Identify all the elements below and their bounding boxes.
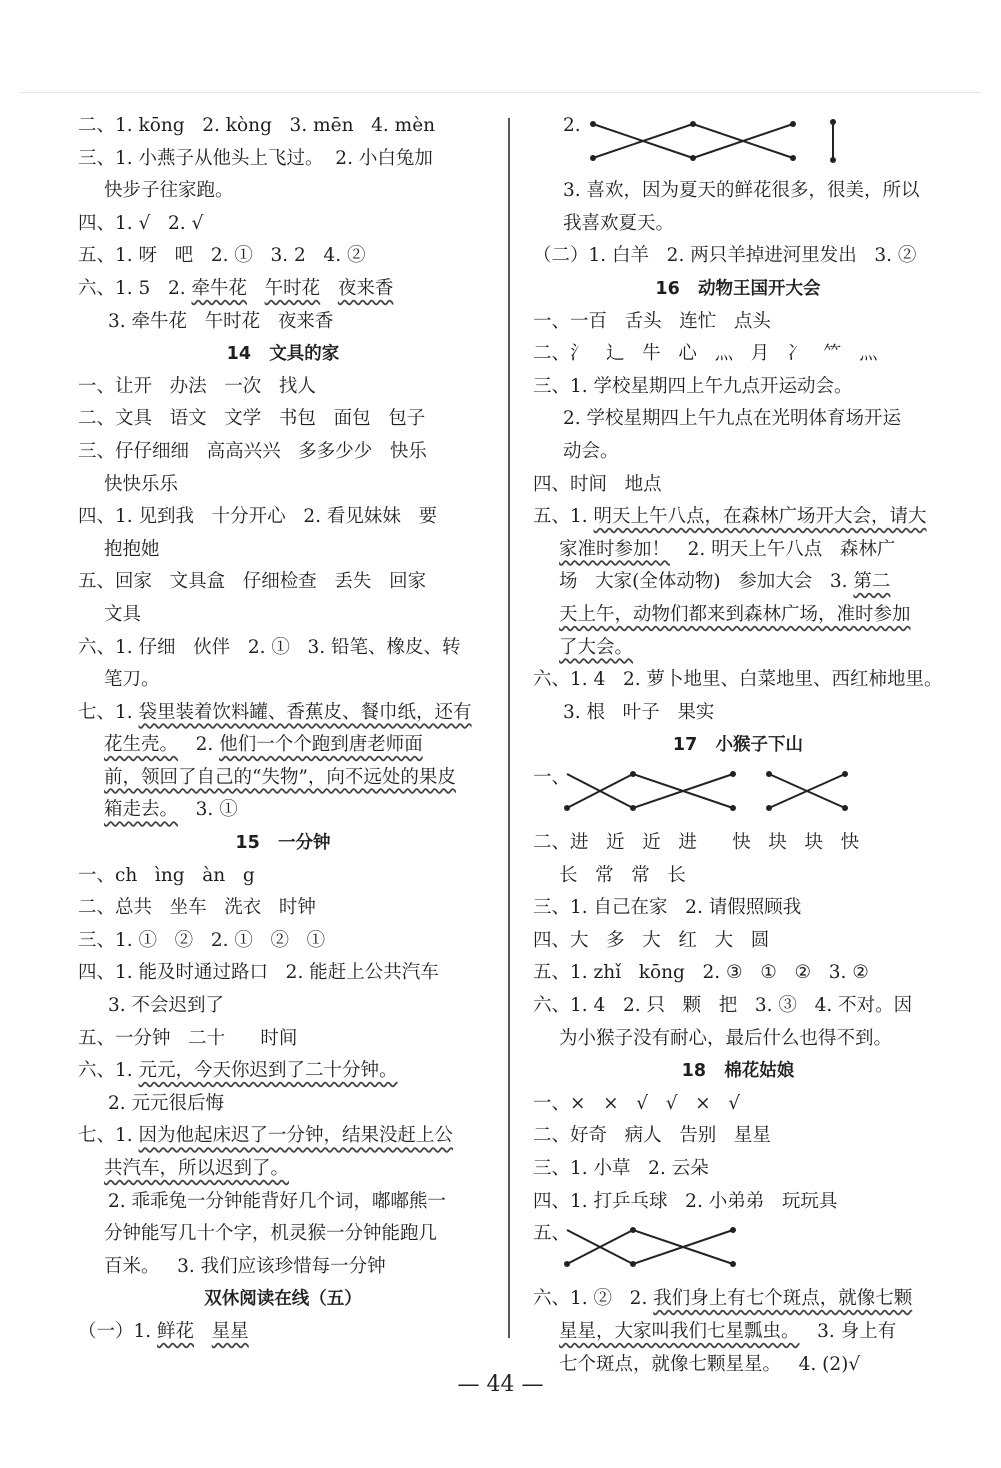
answer-line [533, 697, 943, 730]
underlined-answer: 前，领回了自己的“失物”，向不远处的果皮 [104, 766, 456, 788]
match-dot [590, 121, 596, 127]
answer-text: 三、1. 小燕子从他头上飞过。 2. 小白兔加 [78, 147, 433, 169]
spacer-line [533, 143, 943, 176]
section-title: 15 一分钟 [235, 833, 331, 854]
answer-line [78, 1251, 488, 1284]
answer-text: 2. [563, 115, 581, 136]
answer-text: 笔刀。 [104, 669, 160, 691]
answer-text: 3. 根 叶子 果实 [563, 701, 715, 723]
answer-line [533, 436, 943, 469]
match-dot [766, 771, 772, 777]
answer-text: 3. 身上有 [799, 1320, 897, 1342]
answer-line [533, 175, 943, 208]
match-dot [690, 121, 696, 127]
answer-line [78, 632, 488, 665]
answer-line [533, 208, 943, 241]
underlined-answer: 因为他起床迟了一分钟，结果没赶上公 [138, 1125, 454, 1147]
answer-text: 四、时间 地点 [533, 473, 662, 495]
answer-text: 2. [178, 734, 220, 756]
answer-text: 四、1. 见到我 十分开心 2. 看见妹妹 要 [78, 506, 437, 528]
answer-text: 六、1. 5 2. [78, 277, 192, 299]
answer-text: 二、文具 语文 文学 书包 面包 包子 [78, 408, 426, 430]
answer-line [533, 632, 943, 665]
answer-text: 一、 [533, 766, 571, 788]
answer-text: 文具 [104, 603, 142, 625]
answer-text: 六、1. 4 2. 只 颗 把 3. ③ 4. 不对。因 [533, 995, 913, 1017]
answer-text: 三、1. 自己在家 2. 请假照顾我 [533, 897, 802, 919]
underlined-answer: 明天上午八点，在森林广场开大会，请大 [593, 506, 927, 528]
answer-line [533, 110, 943, 143]
section-heading [78, 338, 488, 371]
answer-line [78, 110, 488, 143]
answer-text: 分钟能写几十个字，机灵猴一分钟能跑几 [104, 1223, 438, 1245]
section-heading [78, 1283, 488, 1316]
underlined-answer: 他们一个个跑到唐老师面 [219, 734, 423, 756]
answer-line [533, 1283, 943, 1316]
page-number: — 44 — [457, 1372, 544, 1397]
match-dot [630, 1227, 636, 1233]
answer-text: （一）1. [78, 1320, 158, 1342]
answer-line [78, 1023, 488, 1056]
answer-line [533, 403, 943, 436]
answer-text: 六、1. [78, 1060, 139, 1082]
answer-text: 五、1. 呀 吧 2. ① 3. 2 4. ② [78, 245, 366, 267]
answer-text: 三、仔仔细细 高高兴兴 多多少少 快乐 [78, 440, 427, 462]
answer-line [533, 501, 943, 534]
answer-text: 七、1. [78, 701, 139, 723]
column-divider [508, 118, 510, 1338]
answer-line [533, 664, 943, 697]
underlined-answer: 午时花 [264, 277, 321, 299]
underlined-answer: 第二 [853, 571, 891, 593]
answer-line [78, 436, 488, 469]
answer-line [533, 827, 943, 860]
answer-text: 六、1. 4 2. 萝卜地里、白菜地里、西红柿地里。 [533, 669, 943, 691]
underlined-answer: 我们身上有七个斑点，就像七颗 [653, 1288, 913, 1310]
match-dot [630, 771, 636, 777]
answer-line [533, 860, 943, 893]
answer-line [78, 1088, 488, 1121]
section-title: 17 小猴子下山 [672, 735, 804, 756]
answer-text: 二、好奇 病人 告别 星星 [533, 1125, 771, 1147]
answer-text: 快快乐乐 [104, 473, 179, 495]
answer-text: 四、大 多 大 红 大 圆 [533, 929, 770, 951]
section-heading [533, 729, 943, 762]
answer-text: 一、ch ìng àn g [78, 864, 255, 886]
answer-text: 三、1. 小草 2. 云朵 [533, 1158, 709, 1179]
answer-line [533, 892, 943, 925]
answer-text [320, 278, 338, 299]
spacer-line [533, 1251, 943, 1284]
answer-text: 动会。 [563, 440, 619, 462]
section-title: 16 动物王国开大会 [655, 278, 821, 299]
match-dot [842, 771, 848, 777]
answer-text: 七个斑点，就像七颗星星。 4. (2)√ [559, 1353, 861, 1375]
answer-text: 五、1. [533, 506, 594, 528]
answer-line [533, 306, 943, 339]
answer-line [78, 762, 488, 795]
answer-line [78, 501, 488, 534]
underlined-answer: 夜来香 [337, 277, 394, 299]
answer-line [78, 1186, 488, 1219]
answer-text: 四、1. √ 2. √ [78, 212, 204, 234]
answer-line [78, 1153, 488, 1186]
answer-line [78, 566, 488, 599]
answer-line [533, 1120, 943, 1153]
answer-line [533, 1316, 943, 1349]
answer-line [533, 566, 943, 599]
answer-line [533, 1088, 943, 1121]
answer-text [247, 278, 265, 299]
section-heading [533, 273, 943, 306]
answer-line [78, 469, 488, 502]
answer-line [533, 1023, 943, 1056]
answer-line [533, 599, 943, 632]
answer-line [533, 534, 943, 567]
underlined-answer: 牵牛花 [191, 277, 247, 299]
answer-text: 我喜欢夏天。 [563, 212, 675, 234]
answer-line [78, 599, 488, 632]
answer-text: 五、一分钟 二十 时间 [78, 1027, 298, 1049]
underlined-answer: 箱走去。 [104, 799, 179, 821]
section-title: 14 文具的家 [226, 344, 340, 365]
answer-text: 3. 喜欢，因为夏天的鲜花很多，很美，所以 [563, 180, 920, 202]
underlined-answer: 共汽车，所以迟到了。 [104, 1158, 290, 1179]
right-column [533, 110, 943, 1381]
underlined-answer: 家准时参加！ [559, 538, 671, 560]
answer-line [78, 697, 488, 730]
answer-text: 六、1. 仔细 伙伴 2. ① 3. 铅笔、橡皮、转 [78, 636, 461, 658]
answer-line [78, 892, 488, 925]
answer-line [78, 957, 488, 990]
answer-line [78, 306, 488, 339]
answer-line [78, 143, 488, 176]
answer-text: 七、1. [78, 1125, 139, 1147]
answer-line [78, 1055, 488, 1088]
answer-line [78, 534, 488, 567]
answer-text: 3. 牵牛花 午时花 夜来香 [108, 310, 334, 332]
spacer-line [533, 794, 943, 827]
answer-text: 五、 [533, 1223, 571, 1245]
underlined-answer: 袋里装着饮料罐、香蕉皮、餐巾纸，还有 [138, 701, 472, 723]
answer-text: 二、氵 辶 牛 心 灬 月 冫 ⺮ 灬 [533, 343, 878, 365]
answer-text: 三、1. ① ② 2. ① ② ① [78, 929, 326, 951]
answer-text: 一、让开 办法 一次 找人 [78, 375, 316, 397]
top-rule [20, 92, 981, 93]
answer-line [533, 1218, 943, 1251]
answer-text: 五、1. zhǐ kōng 2. ③ ① ② 3. ② [533, 962, 869, 984]
match-dot [730, 1227, 736, 1233]
match-dot [830, 119, 836, 125]
answer-text: 一、一百 舌头 连忙 点头 [533, 310, 771, 332]
answer-line [533, 240, 943, 273]
answer-line [533, 1186, 943, 1219]
answer-line [533, 990, 943, 1023]
section-title: 18 棉花姑娘 [681, 1061, 795, 1082]
answer-line [78, 208, 488, 241]
answer-line [78, 273, 488, 306]
answer-text: 六、1. ② 2. [533, 1288, 654, 1310]
answer-line [78, 860, 488, 893]
answer-text: 2. 乖乖兔一分钟能背好几个词，嘟嘟熊一 [108, 1190, 447, 1212]
underlined-answer: 了大会。 [559, 636, 634, 658]
answer-text: 2. 明天上午八点 森林广 [670, 538, 896, 560]
answer-line [533, 762, 943, 795]
answer-text [194, 1321, 212, 1342]
section-heading [78, 827, 488, 860]
answer-line [533, 338, 943, 371]
underlined-answer: 花生壳。 [104, 734, 179, 756]
answer-text: 二、总共 坐车 洗衣 时钟 [78, 897, 316, 919]
answer-text: 抱抱她 [104, 538, 160, 560]
left-column [78, 110, 488, 1349]
answer-text: 四、1. 打乒乓球 2. 小弟弟 玩玩具 [533, 1190, 838, 1212]
underlined-answer: 天上午，动物们都来到森林广场，准时参加 [559, 603, 911, 625]
answer-line [78, 729, 488, 762]
answer-text: 三、1. 学校星期四上午九点开运动会。 [533, 375, 853, 397]
underlined-answer: 星星 [211, 1320, 249, 1342]
answer-line [78, 175, 488, 208]
answer-line [78, 664, 488, 697]
answer-text: 2. 元元很后悔 [108, 1092, 225, 1114]
answer-line [78, 371, 488, 404]
answer-line [533, 469, 943, 502]
section-title: 双休阅读在线（五） [204, 1289, 362, 1310]
answer-line [533, 371, 943, 404]
answer-line [78, 794, 488, 827]
answer-text: 长 常 常 长 [559, 864, 686, 886]
answer-text: 场 大家(全体动物) 参加大会 3. [559, 571, 854, 593]
answer-text: 2. 学校星期四上午九点在光明体育场开运 [563, 408, 902, 430]
underlined-answer: 鲜花 [157, 1320, 195, 1342]
answer-text: 四、1. 能及时通过路口 2. 能赶上公共汽车 [78, 962, 439, 984]
answer-line [78, 240, 488, 273]
answer-text: 为小猴子没有耐心，最后什么也得不到。 [559, 1027, 893, 1049]
answer-line [78, 1316, 488, 1349]
answer-line [78, 403, 488, 436]
answer-line [78, 1218, 488, 1251]
answer-text: 五、回家 文具盒 仔细检查 丢失 回家 [78, 571, 427, 593]
answer-line [78, 925, 488, 958]
match-dot [730, 771, 736, 777]
answer-text: 二、1. kōng 2. kòng 3. mēn 4. mèn [78, 115, 436, 136]
answer-line [533, 1153, 943, 1186]
answer-text: 二、进 近 近 进 快 块 块 快 [533, 832, 860, 854]
answer-text: 快步子往家跑。 [104, 180, 234, 202]
answer-line [78, 990, 488, 1023]
match-dot [790, 121, 796, 127]
answer-line [533, 925, 943, 958]
underlined-answer: 元元，今天你迟到了二十分钟。 [138, 1060, 398, 1082]
answer-line [78, 1120, 488, 1153]
answer-text: 百米。 3. 我们应该珍惜每一分钟 [104, 1255, 386, 1277]
answer-text: 3. ① [178, 799, 238, 821]
section-heading [533, 1055, 943, 1088]
answer-text: （二）1. 白羊 2. 两只羊掉进河里发出 3. ② [533, 245, 917, 267]
answer-line [533, 957, 943, 990]
answer-text: 一、× × √ √ × √ [533, 1092, 741, 1114]
underlined-answer: 星星，大家叫我们七星瓢虫。 [559, 1320, 800, 1342]
answer-text: 3. 不会迟到了 [108, 995, 225, 1017]
